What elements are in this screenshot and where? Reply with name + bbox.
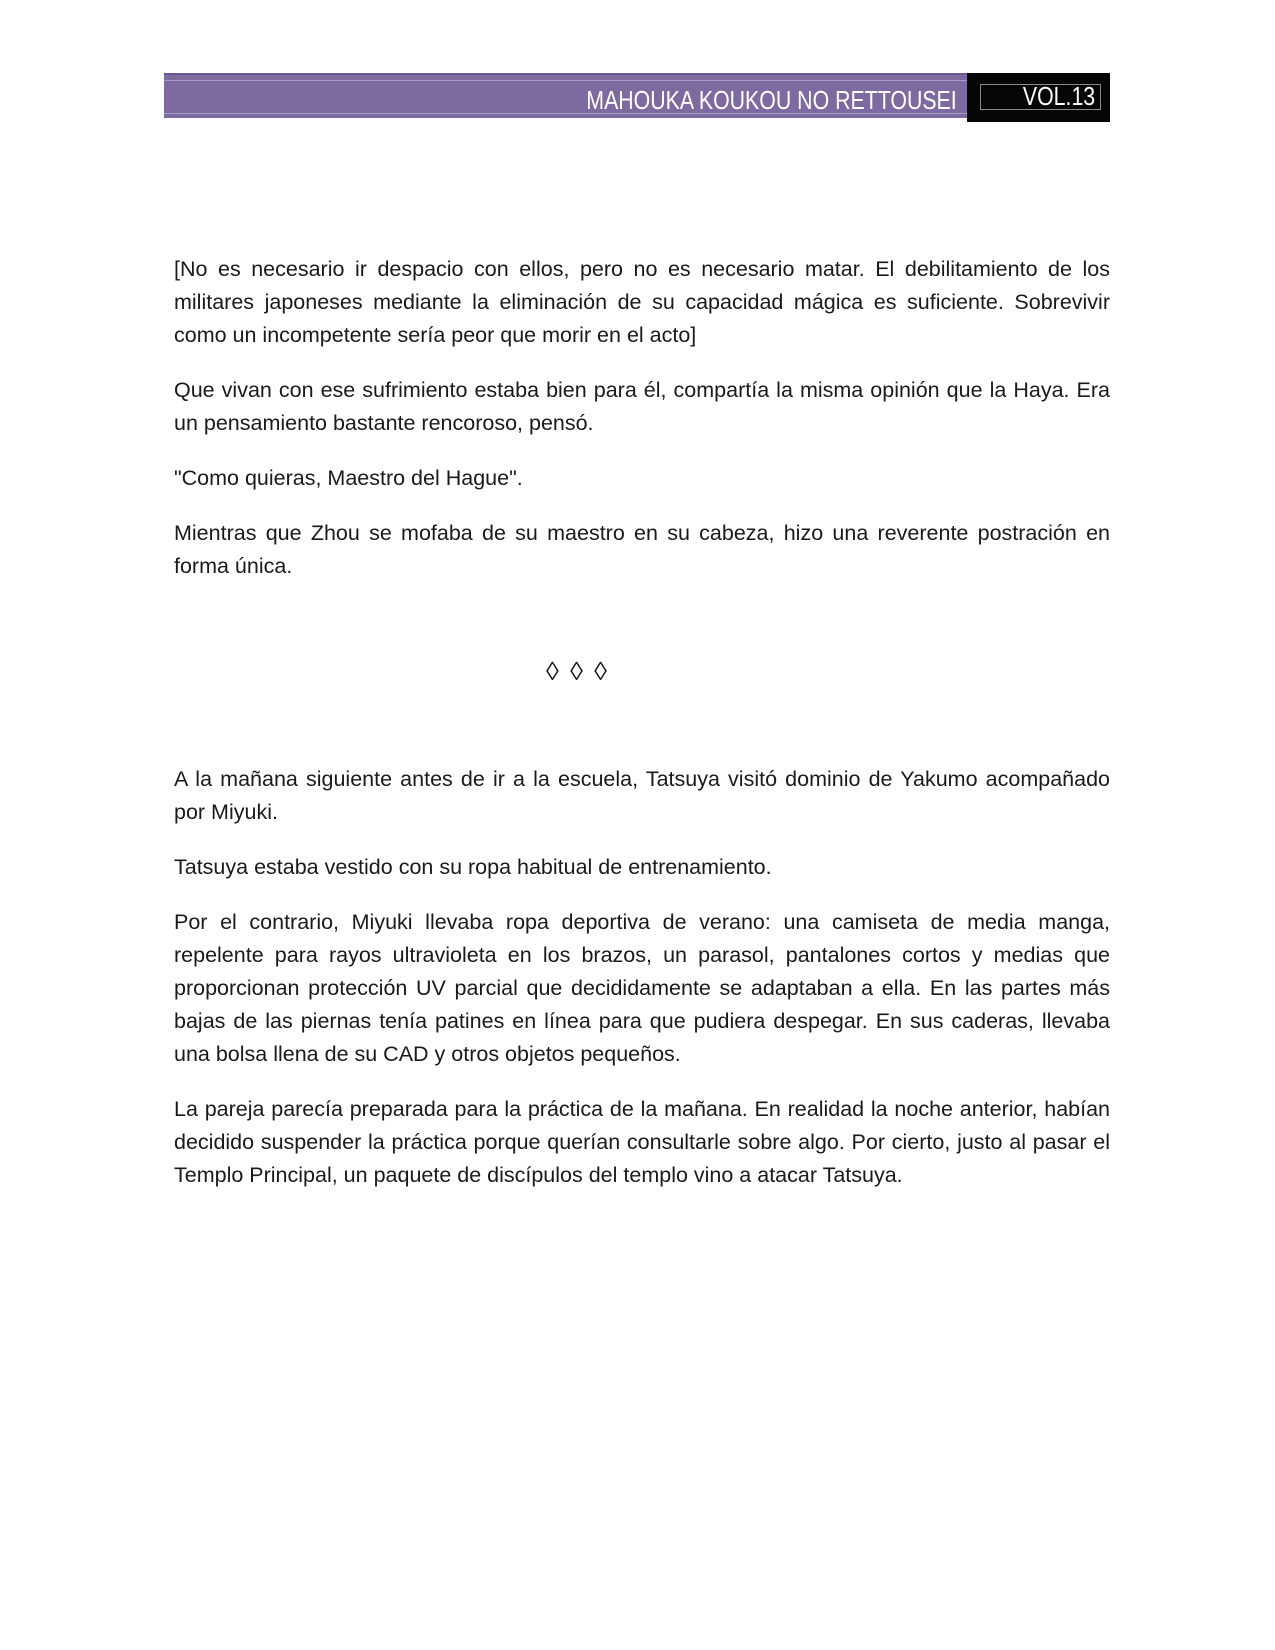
section-separator: ◊ ◊ ◊ <box>546 656 609 686</box>
paragraph: Tatsuya estaba vestido con su ropa habitual de entrenamiento. <box>174 855 772 879</box>
header-volume-label: VOL.13 <box>1022 81 1095 111</box>
header-volume-cell <box>980 81 1101 111</box>
page-header <box>164 73 1110 123</box>
header-title: MAHOUKA KOUKOU NO RETTOUSEI <box>586 85 957 115</box>
header-volume-box <box>967 73 1110 122</box>
header-stripe-top <box>164 80 967 81</box>
paragraph: Que vivan con ese sufrimiento estaba bien para él, compartía la misma opinión que la Haya. Era un pensamiento bastante rencoroso, pensó. <box>174 378 1110 435</box>
paragraph: Por el contrario, Miyuki llevaba ropa deportiva de verano: una camiseta de media manga, repelente para rayos ultravioleta en los brazos, un parasol, pantalones cortos y medias que proporcionan protección UV parcial que decididamente se adaptaban a ella. En las partes más bajas de las piernas tenía patines en línea para que pudiera despegar. En sus caderas, llevaba una bolsa llena de su CAD y otros objetos pequeños. <box>174 910 1110 1066</box>
paragraph: Mientras que Zhou se mofaba de su maestro en su cabeza, hizo una reverente postración en forma única. <box>174 521 1110 578</box>
paragraph: A la mañana siguiente antes de ir a la escuela, Tatsuya visitó dominio de Yakumo acompañado por Miyuki. <box>174 767 1110 824</box>
paragraph: "Como quieras, Maestro del Hague". <box>174 466 523 490</box>
paragraph: [No es necesario ir despacio con ellos, pero no es necesario matar. El debilitamiento de los militares japoneses mediante la eliminación de su capacidad mágica es suficiente. Sobrevivir como un incompetente sería peor que morir en el acto] <box>174 257 1110 347</box>
header-title-bar <box>164 73 967 118</box>
paragraph: La pareja parecía preparada para la práctica de la mañana. En realidad la noche anterior, habían decidido suspender la práctica porque querían consultarle sobre algo. Por cierto, justo al pasar el Templo Principal, un paquete de discípulos del templo vino a atacar Tatsuya. <box>174 1097 1110 1187</box>
document-body <box>174 253 1110 1214</box>
